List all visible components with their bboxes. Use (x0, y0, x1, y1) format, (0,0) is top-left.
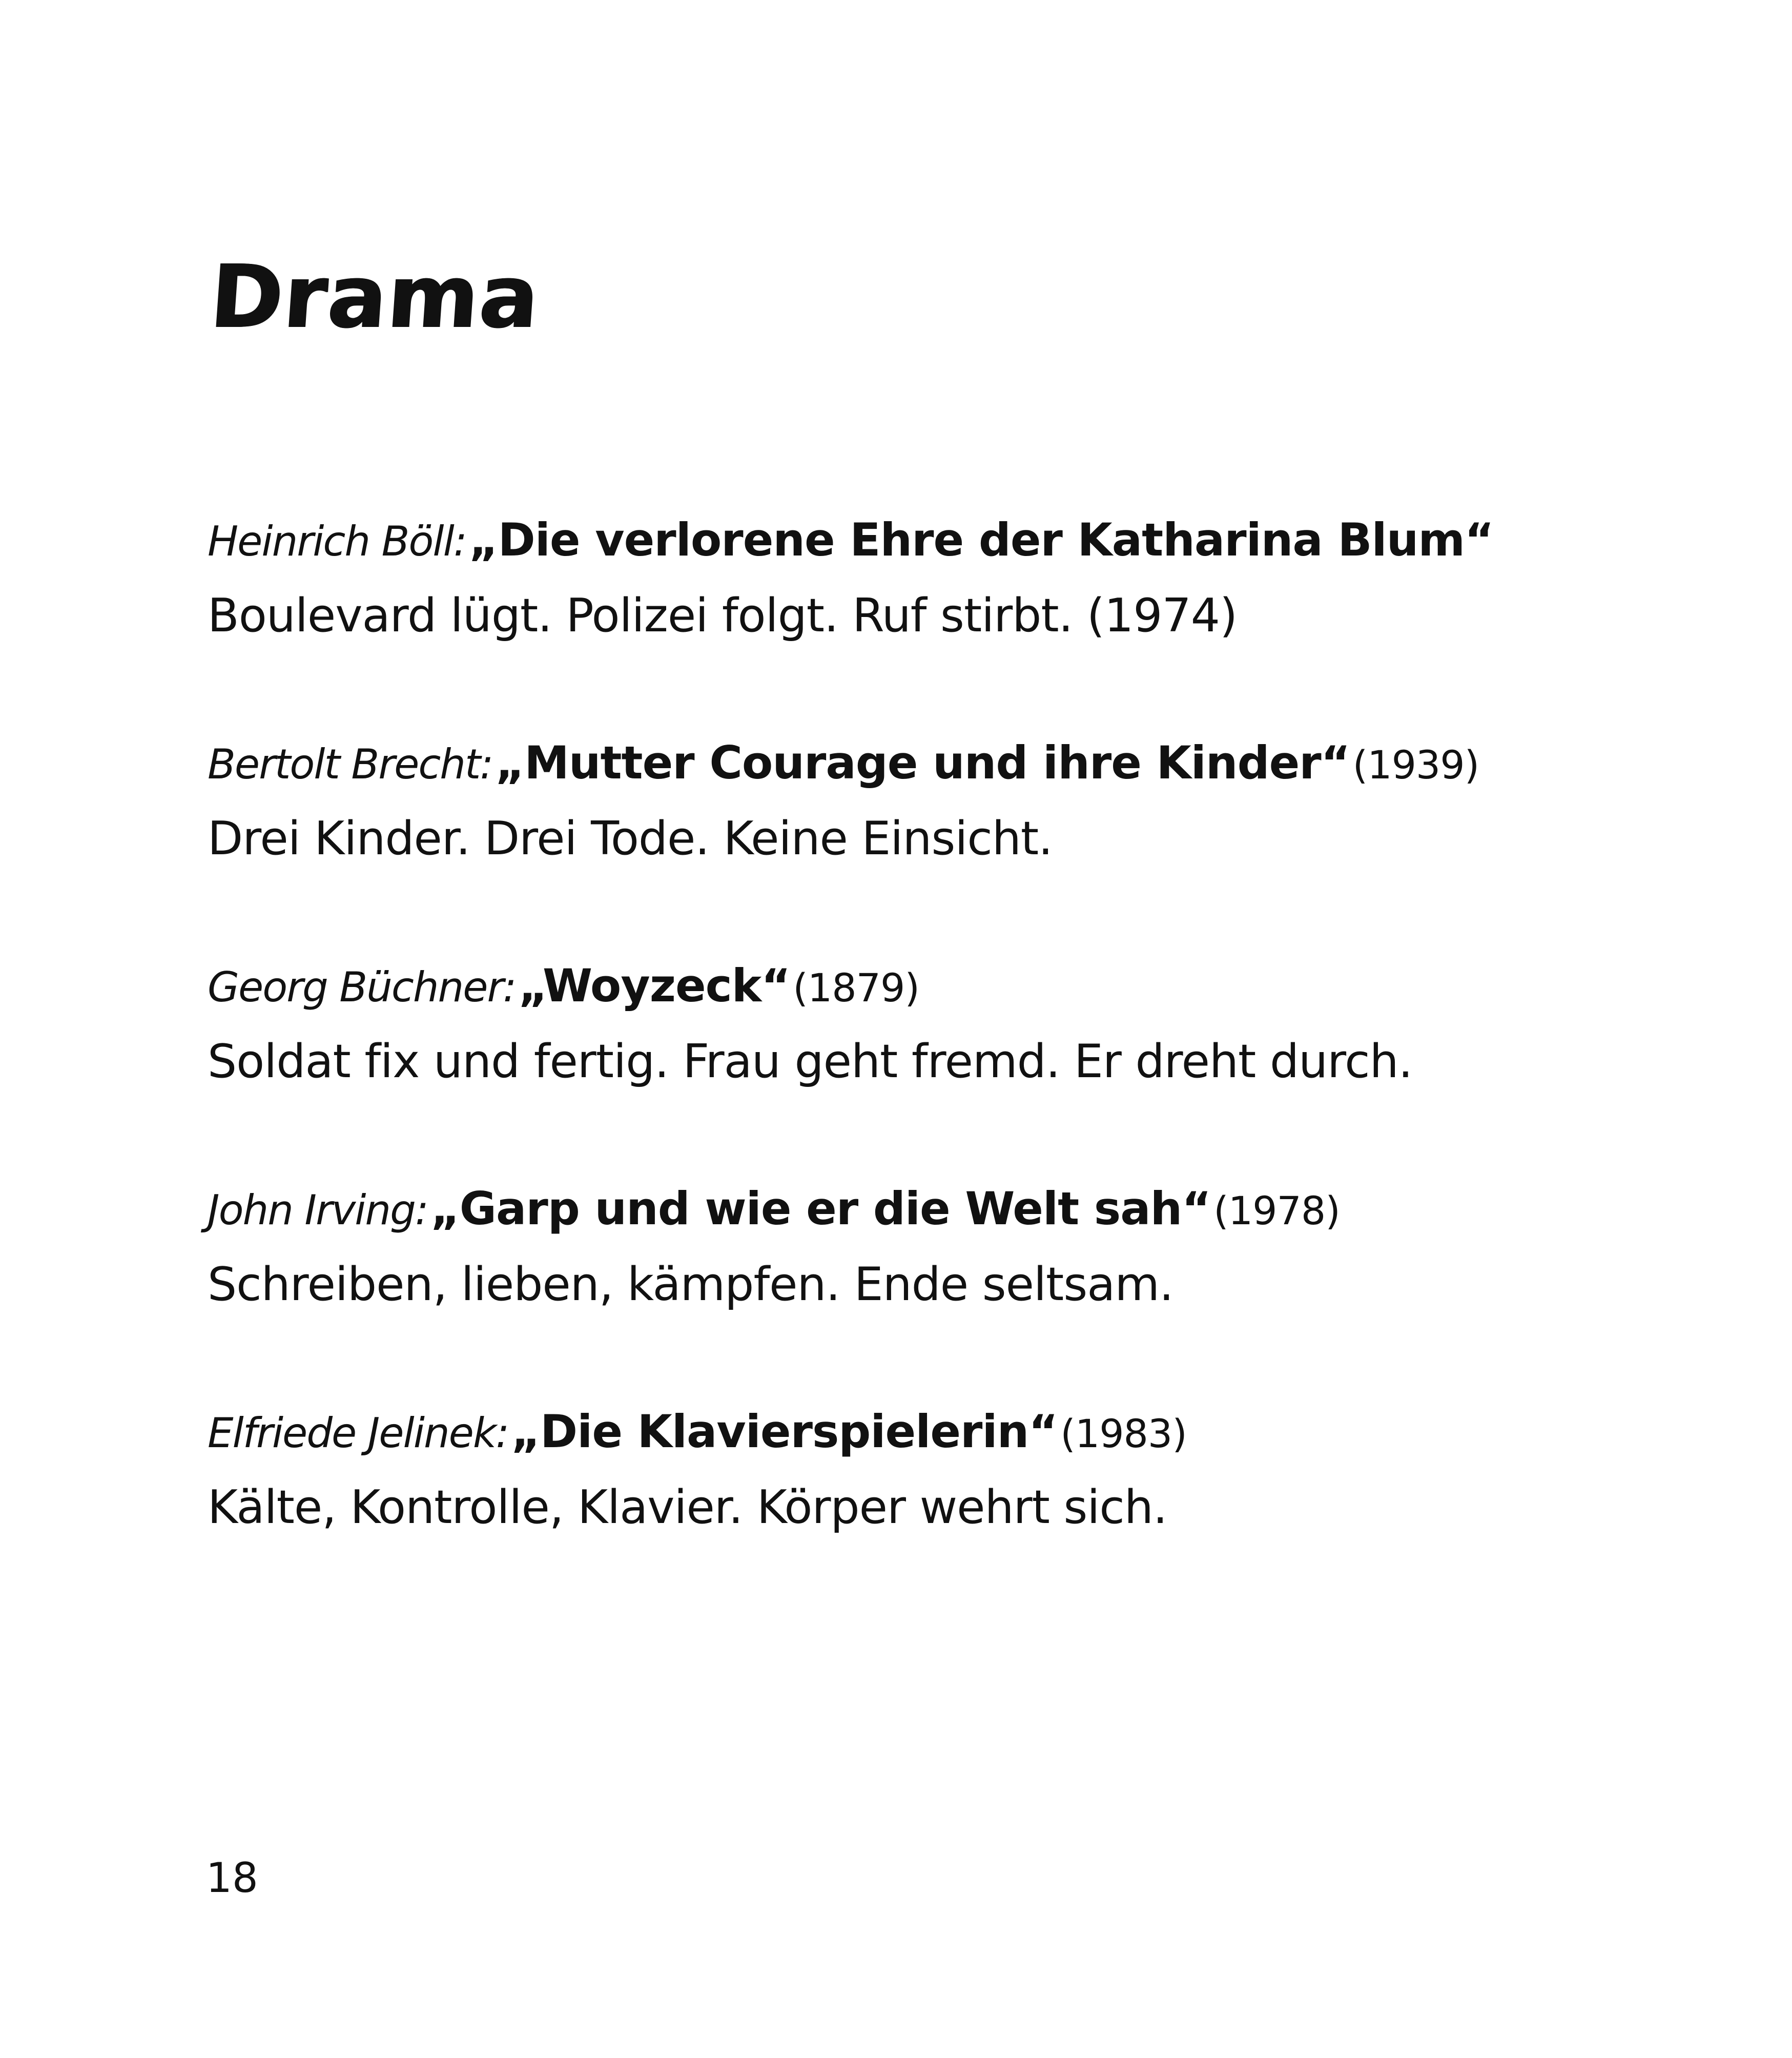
entry-year: (1983) (1060, 1411, 1187, 1456)
entry-year: (1879) (793, 965, 919, 1011)
entry-heading (208, 725, 1591, 801)
entry-separator: : (415, 1186, 428, 1234)
entry-work-title: „Die verlorene Ehre der Katharina Blum“ (468, 513, 1494, 566)
entry-author: Georg Büchner (208, 963, 503, 1011)
entry-work-title: „Garp und wie er die Welt sah“ (430, 1182, 1211, 1235)
page-title: Drama (207, 246, 543, 348)
list-item (208, 725, 1591, 948)
entry-year: (1939) (1352, 742, 1479, 788)
entry-separator: : (480, 740, 493, 788)
entry-description: Soldat fix und fertig. Frau geht fremd. Er dreht durch. (208, 1035, 1413, 1088)
list-item (208, 502, 1591, 725)
entry-author: John Irving (208, 1186, 415, 1234)
list-item (208, 1171, 1591, 1394)
entry-heading (208, 1171, 1591, 1247)
entry-heading (208, 1394, 1591, 1470)
entry-year: (1978) (1213, 1188, 1340, 1233)
entry-author: Heinrich Böll (208, 518, 454, 565)
entry-separator: : (453, 518, 466, 565)
entry-work-title: „Die Klavierspielerin“ (511, 1405, 1058, 1458)
entry-description: Kälte, Kontrolle, Klavier. Körper wehrt sich. (208, 1480, 1167, 1534)
list-item (208, 948, 1591, 1171)
entry-author: Elfriede Jelinek (208, 1409, 496, 1457)
entry-separator: : (503, 963, 516, 1011)
page-number: 18 (206, 1854, 258, 1902)
entry-separator: : (496, 1409, 509, 1457)
entry-work-title: „Woyzeck“ (518, 959, 791, 1012)
entry-work-title: „Mutter Courage und ihre Kinder“ (495, 736, 1350, 789)
list-item (208, 1394, 1591, 1617)
entry-heading (208, 502, 1591, 578)
drama-list (208, 502, 1591, 1617)
entry-description: Schreiben, lieben, kämpfen. Ende seltsam. (208, 1258, 1173, 1311)
entry-heading (208, 948, 1591, 1024)
entry-author: Bertolt Brecht (208, 740, 480, 788)
entry-description: Boulevard lügt. Polizei folgt. Ruf stirbt. (1974) (208, 589, 1238, 643)
entry-description: Drei Kinder. Drei Tode. Keine Einsicht. (208, 812, 1053, 866)
